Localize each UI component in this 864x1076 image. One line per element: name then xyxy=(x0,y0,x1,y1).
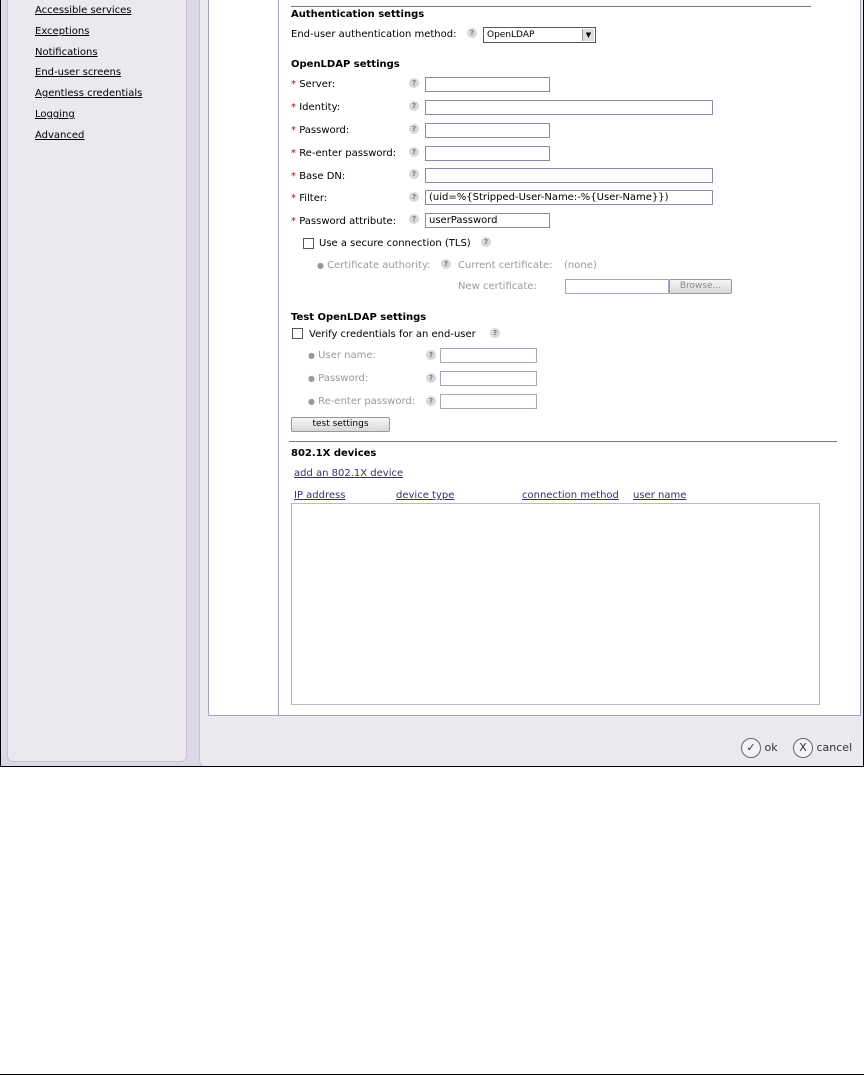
verify-label: Verify credentials for an end-user xyxy=(309,329,476,340)
sidebar-item-accessible-services[interactable] xyxy=(35,1,142,22)
test-heading: Test OpenLDAP settings xyxy=(291,312,427,323)
sidebar-item-logging[interactable] xyxy=(35,105,142,126)
cancel-label: cancel xyxy=(816,741,853,754)
help-icon[interactable]: ? xyxy=(481,237,491,247)
column-header-user-name[interactable]: user name xyxy=(633,490,687,501)
help-icon[interactable]: ? xyxy=(426,373,436,383)
auth-method-value: OpenLDAP xyxy=(487,30,535,40)
bullet-icon: ● xyxy=(317,261,324,270)
sidebar-link[interactable]: Agentless credentials xyxy=(35,88,143,100)
panel-divider xyxy=(278,0,279,715)
help-icon[interactable]: ? xyxy=(409,192,419,202)
required-mark: * xyxy=(291,216,296,227)
base-dn-input[interactable] xyxy=(425,168,713,183)
base-dn-label: Base DN: xyxy=(299,171,346,182)
reenter-password-label: Re-enter password: xyxy=(299,148,397,159)
test-username-input[interactable] xyxy=(440,348,537,363)
server-input[interactable] xyxy=(425,77,550,92)
column-header-device-type[interactable]: device type xyxy=(396,490,455,501)
required-mark: * xyxy=(291,171,296,182)
test-password-row-label xyxy=(308,373,368,384)
top-rule xyxy=(291,6,811,7)
help-icon[interactable]: ? xyxy=(409,78,419,88)
test-reenter-label: Re-enter password: xyxy=(318,396,416,407)
sidebar-list xyxy=(35,1,142,147)
openldap-heading: OpenLDAP settings xyxy=(291,59,400,70)
tls-checkbox[interactable] xyxy=(303,238,314,249)
sidebar-link[interactable]: Logging xyxy=(35,108,75,120)
help-icon[interactable]: ? xyxy=(409,124,419,134)
sidebar-link[interactable]: Accessible services xyxy=(35,5,132,16)
sidebar-item-advanced[interactable] xyxy=(35,126,142,147)
help-icon[interactable]: ? xyxy=(409,214,419,224)
settings-panel xyxy=(208,0,861,716)
test-username-row-label xyxy=(308,350,376,361)
password-attribute-label: Password attribute: xyxy=(299,216,397,227)
sidebar-item-exceptions[interactable] xyxy=(35,22,142,43)
test-settings-button[interactable]: test settings xyxy=(291,417,390,432)
current-certificate-value: (none) xyxy=(564,260,597,271)
add-device-link[interactable]: add an 802.1X device xyxy=(294,468,404,479)
password-input[interactable] xyxy=(425,123,550,138)
devices-list[interactable] xyxy=(291,503,820,705)
sidebar-item-agentless-credentials[interactable] xyxy=(35,84,142,105)
help-icon[interactable]: ? xyxy=(409,147,419,157)
certificate-authority-label: Certificate authority: xyxy=(327,260,431,271)
sidebar xyxy=(7,0,187,762)
current-certificate-label: Current certificate: xyxy=(458,260,553,271)
required-mark: * xyxy=(291,193,296,204)
server-row-label xyxy=(291,79,335,90)
verify-checkbox[interactable] xyxy=(292,328,303,339)
required-mark: * xyxy=(291,148,296,159)
sidebar-link[interactable]: Exceptions xyxy=(35,25,90,37)
new-certificate-label: New certificate: xyxy=(458,281,537,292)
password-label: Password: xyxy=(299,125,350,136)
new-certificate-input[interactable] xyxy=(565,279,669,294)
test-username-label: User name: xyxy=(318,350,376,361)
identity-label: Identity: xyxy=(299,102,341,113)
sidebar-item-notifications[interactable] xyxy=(35,43,142,64)
password-attribute-input[interactable]: userPassword xyxy=(425,213,550,228)
auth-method-label: End-user authentication method: xyxy=(291,29,457,40)
filter-row-label xyxy=(291,193,327,204)
check-icon: ✓ xyxy=(741,738,761,758)
required-mark: * xyxy=(291,79,296,90)
ca-row-label xyxy=(317,260,431,271)
auth-heading: Authentication settings xyxy=(291,9,425,20)
required-mark: * xyxy=(291,102,296,113)
column-header-connection-method[interactable]: connection method xyxy=(522,490,619,501)
sidebar-link[interactable]: End-user screens xyxy=(35,67,122,79)
bullet-icon: ● xyxy=(308,374,315,383)
reenter-password-input[interactable] xyxy=(425,146,550,161)
test-password-input[interactable] xyxy=(440,371,537,386)
help-icon[interactable]: ? xyxy=(441,259,451,269)
browse-button[interactable]: Browse... xyxy=(669,279,732,294)
sidebar-item-end-user-screens[interactable] xyxy=(35,63,142,84)
page-bottom-rule xyxy=(0,1074,864,1075)
x-icon: X xyxy=(793,738,813,758)
tls-label: Use a secure connection (TLS) xyxy=(319,238,471,249)
reenter-row-label xyxy=(291,148,396,159)
test-reenter-input[interactable] xyxy=(440,394,537,409)
devices-heading: 802.1X devices xyxy=(291,448,377,459)
ok-label: ok xyxy=(764,741,778,754)
test-password-label: Password: xyxy=(318,373,369,384)
identity-row-label xyxy=(291,102,340,113)
pwattr-row-label xyxy=(291,216,396,227)
basedn-row-label xyxy=(291,171,345,182)
help-icon[interactable]: ? xyxy=(426,350,436,360)
chevron-down-icon[interactable]: ▼ xyxy=(582,29,594,41)
help-icon[interactable]: ? xyxy=(426,396,436,406)
sidebar-link[interactable]: Notifications xyxy=(35,46,98,58)
filter-input[interactable]: (uid=%{Stripped-User-Name:-%{User-Name}}) xyxy=(425,190,713,205)
auth-method-select[interactable] xyxy=(483,27,596,43)
cancel-button[interactable] xyxy=(793,738,852,758)
help-icon[interactable]: ? xyxy=(467,28,477,38)
ok-button[interactable] xyxy=(741,738,778,758)
help-icon[interactable]: ? xyxy=(409,169,419,179)
identity-input[interactable] xyxy=(425,100,713,115)
bullet-icon: ● xyxy=(308,397,315,406)
filter-label: Filter: xyxy=(299,193,328,204)
help-icon[interactable]: ? xyxy=(490,328,500,338)
sidebar-link[interactable]: Advanced xyxy=(35,129,85,141)
required-mark: * xyxy=(291,125,296,136)
test-reenter-row-label xyxy=(308,396,415,407)
server-label: Server: xyxy=(299,79,336,90)
password-row-label xyxy=(291,125,349,136)
column-header-ip-address[interactable]: IP address xyxy=(294,490,346,501)
help-icon[interactable]: ? xyxy=(409,101,419,111)
bullet-icon: ● xyxy=(308,351,315,360)
devices-rule xyxy=(289,441,837,442)
